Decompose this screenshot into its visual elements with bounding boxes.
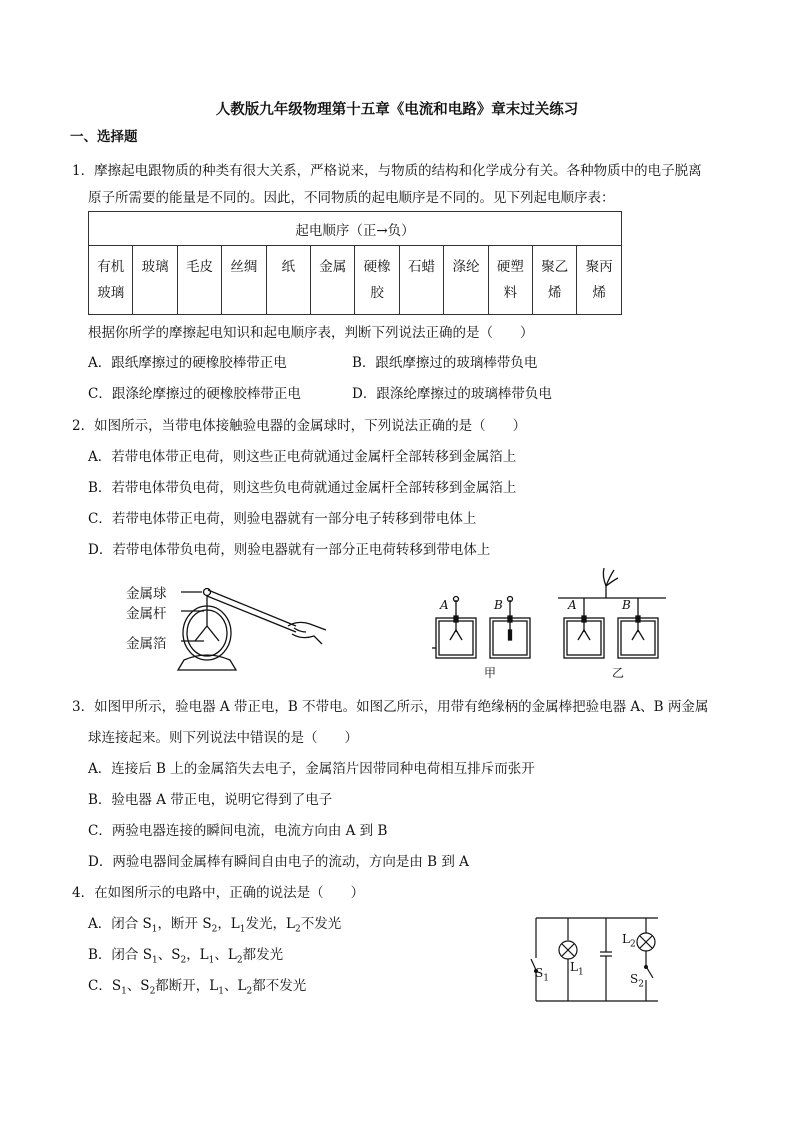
- q2-option-d[interactable]: D．若带电体带负电荷，则验电器就有一部分正电荷转移到带电体上: [88, 542, 491, 558]
- table-cell: 硬橡 胶: [355, 246, 399, 315]
- q2-option-a[interactable]: A．若带电体带正电荷，则这些正电荷就通过金属杆全部转移到金属箔上: [88, 449, 517, 465]
- fig-yi-label-a: A: [568, 598, 577, 612]
- table-cell: 丝绸: [222, 246, 266, 315]
- page-title: 人教版九年级物理第十五章《电流和电路》章末过关练习: [215, 101, 579, 118]
- q1-question: 根据你所学的摩擦起电知识和起电顺序表，判断下列说法正确的是（ ）: [88, 325, 534, 341]
- q3-option-a[interactable]: A．连接后 B 上的金属箔失去电子，金属箔片因带同种电荷相互排斥而张开: [88, 761, 535, 777]
- fig-jia-label-b: B: [494, 598, 503, 612]
- label-metal-ball: 金属球: [126, 586, 167, 602]
- q4-stem: 4．在如图所示的电路中，正确的说法是（ ）: [72, 885, 365, 901]
- electroscope-figure: [170, 576, 335, 678]
- q1-stem-line2: 原子所需要的能量是不同的。因此，不同物质的起电顺序是不同的。见下列起电顺序表：: [88, 190, 615, 206]
- q2-option-b[interactable]: B．若带电体带负电荷，则这些负电荷就通过金属杆全部转移到金属箔上: [88, 480, 517, 496]
- q4-option-b[interactable]: B．闭合 $S_1$、$S_2$，$L_1$、$L_2$都发光: [88, 947, 284, 966]
- table-cell: 聚丙 烯: [577, 246, 622, 315]
- q2-stem: 2．如图所示，当带电体接触验电器的金属球时，下列说法正确的是（ ）: [72, 418, 527, 434]
- table-cell: 聚乙 烯: [533, 246, 577, 315]
- q3-option-d[interactable]: D．两验电器间金属棒有瞬间自由电子的流动，方向是由 B 到 A: [88, 854, 469, 870]
- table-cell: 硬塑 料: [488, 246, 532, 315]
- table-cell: 纸: [266, 246, 310, 315]
- circuit-diagram: [528, 912, 674, 1008]
- table-cell: 毛皮: [177, 246, 221, 315]
- label-metal-rod: 金属杆: [126, 606, 167, 622]
- table-cell: 涤纶: [444, 246, 488, 315]
- q3-option-b[interactable]: B．验电器 A 带正电，说明它得到了电子: [88, 792, 333, 808]
- fig-yi-label-b: B: [622, 598, 631, 612]
- q1-stem-line1: 1．摩擦起电跟物质的种类有很大关系，严格说来，与物质的结构和化学成分有关。各种物质中的电子脱离: [72, 163, 702, 179]
- fig-yi-caption: 乙: [612, 666, 625, 680]
- circuit-label-s2: $S_2$: [630, 972, 644, 990]
- circuit-label-s1: $S_1$: [535, 966, 549, 984]
- circuit-label-l2: $L_2$: [622, 932, 636, 950]
- q1-option-a[interactable]: A．跟纸摩擦过的硬橡胶棒带正电: [88, 355, 287, 371]
- circuit-label-l1: $L_1$: [570, 960, 584, 978]
- fig-jia-caption: 甲: [484, 666, 497, 680]
- q1-option-b[interactable]: B．跟纸摩擦过的玻璃棒带负电: [352, 355, 538, 371]
- figure-yi: [558, 566, 668, 666]
- q4-option-c[interactable]: C．$S_1$、$S_2$都断开，$L_1$、$L_2$都不发光: [88, 978, 307, 997]
- q3-option-c[interactable]: C．两验电器连接的瞬间电流，电流方向由 A 到 B: [88, 823, 388, 839]
- table-cell: 石蜡: [399, 246, 443, 315]
- table-cell: 金属: [311, 246, 355, 315]
- q3-stem-line2: 球连接起来。则下列说法中错误的是（ ）: [88, 730, 358, 746]
- q1-option-d[interactable]: D．跟涤纶摩擦过的玻璃棒带负电: [352, 386, 552, 402]
- q2-option-c[interactable]: C．若带电体带正电荷，则验电器就有一部分电子转移到带电体上: [88, 511, 477, 527]
- label-metal-foil: 金属箔: [126, 636, 167, 652]
- section-heading: 一、选择题: [70, 129, 138, 145]
- q3-stem-line1: 3．如图甲所示，验电器 A 带正电，B 不带电。如图乙所示，用带有绝缘柄的金属棒把验电器 A、B 两金属: [72, 699, 709, 715]
- q4-option-a[interactable]: A．闭合 $S_1$，断开 $S_2$，$L_1$发光，$L_2$不发光: [88, 916, 342, 935]
- table-header: 起电顺序（正→负）: [89, 212, 622, 246]
- q1-option-c[interactable]: C．跟涤纶摩擦过的硬橡胶棒带正电: [88, 386, 301, 402]
- table-cell: 玻璃: [133, 246, 177, 315]
- fig-jia-label-a: A: [440, 598, 449, 612]
- charge-sequence-table: [88, 211, 622, 315]
- table-cell: 有机 玻璃: [89, 246, 133, 315]
